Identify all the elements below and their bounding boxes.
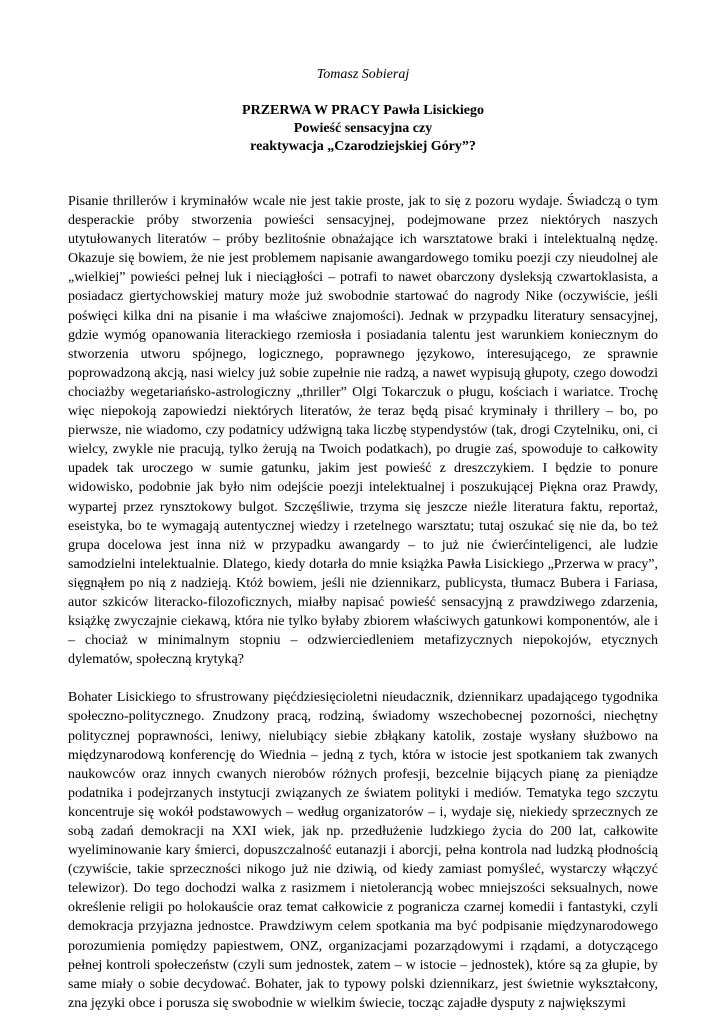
paragraph-1: Pisanie thrillerów i kryminałów wcale nie jest takie proste, jak to się z pozoru wydaje. Świadczą o tym desperackie próby stworzenia powieści sensacyjnej, podejmowane przez niektórych naszych utytułowanych literatów – próby bezlitośnie obnażające ich warsztatowe braki i intelektualną nędzę. Okazuje się bowiem, że nie jest problemem napisanie awangardowego tomiku poezji czy nieudolnej ale „wielkiej” powieści pełnej luk i nieciągłości – potrafi to nawet obarczony dysleksją czwartoklasista, a posiadacz giertychowskiej matury może już swobodnie startować do nagrody Nike (oczywiście, jeśli poświęci kilka dni na pisanie i ma właściwe znajomości). Jednak w przypadku literatury sensacyjnej, gdzie wymóg opanowania literackiego rzemiosła i posiadania talentu jest warunkiem koniecznym do stworzenia utworu spójnego, logicznego, poprawnego językowo, interesującego, ze sprawnie poprowadzoną akcją, nasi wielcy już sobie zupełnie nie radzą, a nawet wypisują głupoty, czego dowodzi chociażby wegetariańsko-astrologiczny „thriller” Olgi Tokarczuk o pługu, kościach i wariatce. Trochę więc niepokoją zapowiedzi niektórych literatów, że teraz będą pisać kryminały i thrillery – bo, po pierwsze, nie wiadomo, czy podatnicy udźwigną taka liczbę stypendystów (tak, drogi Czytelniku, oni, ci wielcy, zwykle nie pracują, tylko żerują na Twoich podatkach), po drugie zaś, spowoduje to całkowity upadek tak uroczego w sumie gatunku, jakim jest powieść z dreszczykiem. I będzie to ponure widowisko, podobnie jak było nim odejście poezji intelektualnej i poszukującej Piękna oraz Prawdy, wypartej przez rynsztokowy bulgot. Szczęśliwie, trzyma się jeszcze nieźle literatura faktu, reportaż, eseistyka, bo te wymagają autentycznej wiedzy i rzetelnego warsztatu; tutaj oszukać się nie da, bo też grupa docelowa jest inna niż w przypadku awangardy – to już nie ćwierćinteligenci, ale ludzie samodzielni intelektualnie. Dlatego, kiedy dotarła do mnie książka Pawła Lisickiego „Przerwa w pracy”, sięgnąłem po nią z nadzieją. Któż bowiem, jeśli nie dziennikarz, publicysta, tłumacz Bubera i Fariasa, autor szkiców literacko-filozoficznych, miałby napisać powieść sensacyjną z prawdziwego zdarzenia, książkę zwyczajnie ciekawą, która nie tylko byłaby zbiorem właściwych gatunkowi komponentów, ale i – chociaż w minimalnym stopniu – odzwierciedleniem metafizycznych niepokojów, etycznych dylematów, społeczną krytyką?	[68, 194, 658, 668]
paragraph-2: Bohater Lisickiego to sfrustrowany pięćdziesięcioletni nieudacznik, dziennikarz upadającego tygodnika społeczno-politycznego. Znudzony pracą, rodziną, świadomy wszechobecnej pozorności, niechętny politycznej poprawności, leniwy, nielubiący siebie zbłąkany katolik, zostaje wysłany służbowo na międzynarodową konferencję do Wiednia – jedną z tych, która w istocie jest spotkaniem tak zwanych naukowców oraz innych cwanych nierobów różnych profesji, bezcelnie bijących pianę za pieniądze podatnika i podejrzanych instytucji związanych ze światem polityki i mediów. Tematyka tego szczytu koncentruje się wokół podstawowych – według organizatorów – i, wydaje się, niekiedy sprzecznych ze sobą zadań demokracji na XXI wiek, jak np. przedłużenie ludzkiego życia do 200 lat, całkowite wyeliminowanie kary śmierci, dopuszczalność eutanazji i aborcji, pełna kontrola nad ludzką płodnością (czywiście, takie sprzeczności nikogo już nie dziwią, od kiedy zamiast pomyśleć, wystarczy włączyć telewizor). Do tego dochodzi walka z rasizmem i nietolerancją wobec mniejszości seksualnych, nowe określenie religii po holokauście oraz temat całkowicie z pogranicza czarnej komedii i fantastyki, czyli demokracja przyjazna jednostce. Prawdziwym celem spotkania ma być podpisanie międzynarodowego porozumienia pomiędzy papiestwem, ONZ, organizacjami pozarządowymi i rządami, a dotyczącego pełnej kontroli społeczeństw (czyli sum jednostek, zatem – w istocie – jednostek), które są za głupie, by same miały o sobie decydować. Bohater, jak to typowy polski dziennikarz, jest świetnie wykształcony, zna języki obce i porusza się swobodnie w wielkim świecie, tocząc zajadłe dysputy z największymi	[68, 690, 658, 1011]
author-name: Tomasz Sobieraj	[316, 67, 410, 82]
document-page	[68, 66, 658, 1032]
article-title	[68, 102, 658, 156]
title-line-1: PRZERWA W PRACY Pawła Lisickiego	[242, 103, 484, 118]
title-line-2: Powieść sensacyjna czy	[293, 121, 433, 136]
title-line-3: reaktywacja „Czarodziejskiej Góry”?	[250, 139, 476, 154]
